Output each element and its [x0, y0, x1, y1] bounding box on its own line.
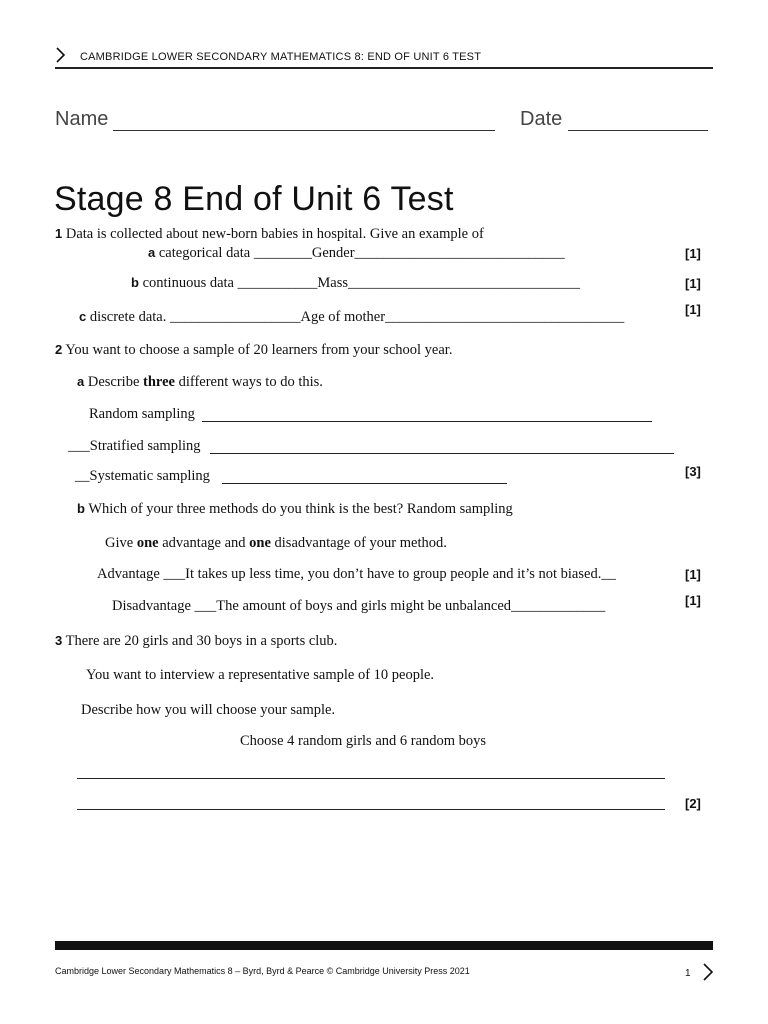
give-pre: Give — [105, 535, 137, 551]
question-number: 2 — [55, 342, 63, 357]
q1b-answer — [131, 275, 580, 292]
prompt-post: different ways to do this. — [174, 374, 323, 390]
name-label: Name — [55, 108, 109, 130]
question-number: 1 — [55, 226, 63, 241]
prompt-bold: three — [143, 374, 175, 390]
mark-q2a: [3] — [685, 464, 701, 479]
answer-text: discrete data. __________________Age of mother_________________________________ — [89, 309, 625, 325]
part-label: a — [77, 374, 85, 389]
q1a-answer — [148, 245, 565, 262]
part-label: a — [148, 245, 156, 260]
answer-line — [222, 483, 507, 484]
question-number: 3 — [55, 633, 63, 648]
q2b-give — [105, 535, 447, 552]
footer-bar — [55, 941, 713, 950]
give-bold-2: one — [249, 535, 271, 551]
answer-line — [77, 809, 665, 810]
q1c-answer — [79, 309, 624, 326]
advantage-answer: Advantage ___It takes up less time, you don’t have to group people and it’s not biased.__ — [97, 566, 616, 582]
page-title: Stage 8 End of Unit 6 Test — [54, 180, 454, 218]
q2a-answer-3: __Systematic sampling — [75, 468, 210, 484]
date-label: Date — [520, 108, 563, 130]
part-label: b — [77, 501, 85, 516]
give-post: disadvantage of your method. — [270, 535, 447, 551]
q3-answer: Choose 4 random girls and 6 random boys — [240, 733, 487, 749]
question-text: Data is collected about new-born babies in hospital. Give an example of — [65, 226, 484, 242]
q2a-answer-1: Random sampling — [89, 406, 195, 422]
running-header: CAMBRIDGE LOWER SECONDARY MATHEMATICS 8: END OF UNIT 6 TEST — [80, 51, 482, 63]
prompt-pre: Describe — [87, 374, 144, 390]
question-2 — [55, 342, 452, 359]
mark-q3: [2] — [685, 796, 701, 811]
mark-q1c: [1] — [685, 302, 701, 317]
mark-q1a: [1] — [685, 246, 701, 261]
answer-line — [202, 421, 652, 422]
chevron-right-icon[interactable] — [700, 962, 716, 982]
q3-line-3: Describe how you will choose your sample. — [81, 702, 336, 718]
answer-text: categorical data ________Gender_____________________________ — [158, 245, 565, 261]
mark-q1b: [1] — [685, 276, 701, 291]
q2a-answer-2: ___Stratified sampling — [68, 438, 201, 454]
question-3 — [55, 633, 337, 650]
answer-line — [77, 778, 665, 779]
prompt-text: Which of your three methods do you think is the best? Random sampling — [88, 501, 513, 517]
mark-disadvantage: [1] — [685, 593, 701, 608]
answer-line — [210, 453, 674, 454]
part-label: c — [79, 309, 87, 324]
date-field[interactable] — [568, 130, 708, 131]
answer-text: continuous data ___________Mass________________________________ — [142, 275, 580, 291]
question-text: You want to choose a sample of 20 learners from your school year. — [65, 342, 453, 358]
question-1 — [55, 226, 484, 243]
footer-credit: Cambridge Lower Secondary Mathematics 8 – Byrd, Byrd & Pearce © Cambridge University Press 2021 — [55, 966, 470, 976]
chevron-right-icon — [52, 46, 70, 64]
q2a-prompt — [77, 374, 323, 391]
part-label: b — [131, 275, 139, 290]
name-field[interactable] — [113, 130, 495, 131]
header-rule — [55, 67, 713, 69]
q2b-prompt — [77, 501, 513, 518]
question-text: There are 20 girls and 30 boys in a sports club. — [65, 633, 338, 649]
q3-line-2: You want to interview a representative sample of 10 people. — [86, 667, 435, 683]
give-bold-1: one — [136, 535, 159, 551]
mark-advantage: [1] — [685, 567, 701, 582]
give-mid: advantage and — [158, 535, 250, 551]
disadvantage-answer: Disadvantage ___The amount of boys and girls might be unbalanced_____________ — [112, 598, 606, 614]
page-number: 1 — [685, 968, 691, 979]
